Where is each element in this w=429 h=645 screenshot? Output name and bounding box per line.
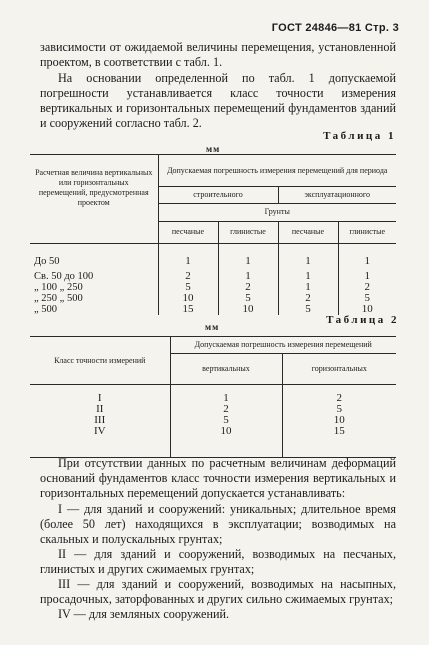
intro-paragraph	[40, 40, 396, 70]
table1-row-label: „ 100 „ 250	[34, 282, 83, 293]
table1-cell: 2	[338, 282, 396, 293]
table1-cell: 10	[158, 293, 218, 304]
table-row	[30, 385, 396, 405]
list-item-text: I — для зданий и сооружений: уникальных; длительное время (более 50 лет) находящихся в эксплуатации; возводимых на скальных и полускальных грунтах;	[40, 502, 396, 546]
table1-cell: 5	[218, 293, 278, 304]
table-row	[30, 426, 396, 458]
table-2	[30, 336, 396, 458]
table1-cell: 1	[278, 244, 338, 272]
table-row	[30, 293, 396, 304]
table1-cell: 10	[338, 304, 396, 315]
table1-row-label: „ 250 „ 500	[34, 293, 83, 304]
table1-cell: 15	[158, 304, 218, 315]
table2-cell: 2	[170, 404, 282, 415]
table-row	[30, 282, 396, 293]
table1-subcol: глинистые	[218, 221, 278, 244]
list-item-text: IV — для земляных сооружений.	[58, 607, 230, 621]
table2-cell: 15	[282, 426, 396, 458]
table1-row-label: „ 500	[34, 304, 58, 315]
table2-row-label: II	[96, 403, 104, 415]
table2-caption: Таблица 2	[326, 314, 399, 326]
list-item	[40, 607, 396, 622]
table2-cell: 5	[170, 415, 282, 426]
table1-units: мм	[206, 144, 221, 154]
table1-subcol: песчаные	[278, 221, 338, 244]
list-item	[40, 502, 396, 547]
table1-cell: 1	[338, 271, 396, 282]
table2-row-label: I	[97, 392, 102, 404]
table2-stub-header: Класс точности измерений	[30, 337, 170, 385]
table1-cell: 1	[218, 244, 278, 272]
intro-text: зависимости от ожидаемой величины перемещения, установленной проектом, в соответствии с табл. 1.	[40, 40, 396, 69]
table1-cell: 1	[338, 244, 396, 272]
paragraph-2	[40, 456, 396, 501]
class-list	[40, 502, 396, 622]
table1-cell: 2	[158, 271, 218, 282]
table2-col-vertical: вертикальных	[170, 354, 282, 385]
list-item	[40, 547, 396, 577]
table1-cell: 5	[158, 282, 218, 293]
table1-soils-header: Грунты	[158, 204, 396, 221]
table-row	[30, 271, 396, 282]
table2-cell: 10	[170, 426, 282, 458]
page-header: ГОСТ 24846—81 Стр. 3	[271, 22, 399, 34]
table2-cell: 5	[282, 404, 396, 415]
table2-cell: 1	[170, 385, 282, 405]
table2-row-label: III	[94, 414, 106, 426]
table1-caption: Таблица 1	[323, 130, 396, 142]
table1-cell: 1	[158, 244, 218, 272]
table2-top-header: Допускаемая погрешность измерения перемещений	[170, 337, 396, 354]
table1-cell: 1	[218, 271, 278, 282]
table2-units: мм	[205, 322, 220, 332]
table1-cell: 2	[278, 293, 338, 304]
table1-cell: 2	[218, 282, 278, 293]
table1-subcol: глинистые	[338, 221, 396, 244]
table2-col-horizontal: горизонтальных	[282, 354, 396, 385]
table2-cell: 2	[282, 385, 396, 405]
table1-subcol: песчаные	[158, 221, 218, 244]
table1-row-label: До 50	[34, 256, 60, 267]
table1-row-label: Св. 50 до 100	[34, 271, 94, 282]
table2-cell: 10	[282, 415, 396, 426]
table1-cell: 1	[278, 271, 338, 282]
paragraph-2-text: При отсутствии данных по расчетным величинам деформаций оснований фундаментов класс точности измерения вертикальных и горизонтальных перемещений допускается устанавливать:	[40, 456, 396, 500]
list-item	[40, 577, 396, 607]
table1-cell: 5	[338, 293, 396, 304]
table1-stub-header: Расчетная величина вертикальных или горизонтальных перемещений, предусмотренная проектом	[30, 155, 158, 222]
table1-top-header: Допускаемая погрешность измерения перемещений для периода	[158, 155, 396, 187]
table1-cell: 5	[278, 304, 338, 315]
list-item-text: III — для зданий и сооружений, возводимых на насыпных, просадочных, заторфованных и других сильно сжимаемых грунтах;	[40, 577, 396, 606]
table1-period-construction: строительного	[158, 187, 278, 204]
list-item-text: II — для зданий и сооружений, возводимых на песчаных, глинистых и других сжимаемых грунтах;	[40, 547, 396, 576]
table1-cell: 10	[218, 304, 278, 315]
paragraph-1	[40, 71, 396, 131]
table-1	[30, 154, 396, 315]
paragraph-1-text: На основании определенной по табл. 1 допускаемой погрешности устанавливается класс точности измерения вертикальных и горизонтальных перемещений фундаментов зданий и сооружений согласно табл. 2.	[40, 71, 396, 130]
table1-cell: 1	[278, 282, 338, 293]
table1-period-operation: эксплуатационного	[278, 187, 396, 204]
table2-row-label: IV	[30, 426, 170, 458]
table-row	[30, 244, 396, 272]
